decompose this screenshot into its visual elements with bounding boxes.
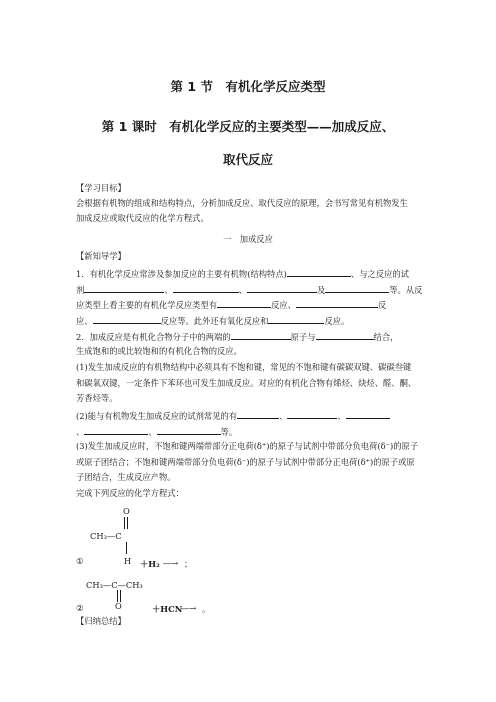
blank[interactable] bbox=[237, 409, 279, 419]
eq2-reagent: ＋HCN bbox=[152, 604, 183, 614]
blank[interactable] bbox=[84, 283, 164, 293]
goals-line-2: 加成反应或取代反应的化学方程式。 bbox=[76, 213, 209, 223]
blank[interactable] bbox=[287, 267, 351, 277]
eq1-double-bond bbox=[124, 517, 125, 529]
blank[interactable] bbox=[84, 425, 148, 435]
eq1-number: ① bbox=[76, 556, 84, 566]
blank[interactable] bbox=[173, 283, 239, 293]
blank[interactable] bbox=[231, 330, 291, 340]
eq1-single-bond bbox=[126, 542, 127, 554]
p5-line-3: 子团结合，生成反应产物。 bbox=[76, 472, 176, 482]
blank[interactable] bbox=[247, 283, 317, 293]
blank[interactable] bbox=[316, 330, 374, 340]
section-title: 第 1 节 有机化学反应类型 bbox=[170, 79, 326, 94]
eq1-ch3-c: CH₃—C bbox=[90, 531, 122, 541]
summary-heading: 【归纳总结】 bbox=[76, 616, 126, 626]
p2-line-2: 生成饱和的或比较饱和的有机化合物的反应。 bbox=[76, 346, 242, 356]
lesson-title-line2: 取代反应 bbox=[222, 152, 273, 167]
exercise-prompt: 完成下列反应的化学方程式： bbox=[76, 488, 184, 498]
eq1-double-bond bbox=[127, 517, 128, 529]
p4-line-2: 、 、 等。 bbox=[76, 427, 238, 437]
eq1-end: ； bbox=[184, 559, 193, 569]
eq2-number: ② bbox=[76, 603, 84, 613]
p4-line-1: (2)能与有机物发生加成反应的试剂常见的有 、 、 bbox=[76, 409, 390, 422]
eq1-oxygen: O bbox=[123, 506, 130, 516]
blank[interactable] bbox=[268, 314, 324, 324]
eq2-oxygen: O bbox=[115, 601, 122, 611]
blank[interactable] bbox=[157, 425, 221, 435]
eq2-end: 。 bbox=[202, 604, 211, 614]
p1-line-1: 1．有机化学反应常涉及参加反应的主要有机物(结构特点) 、与之反应的试 bbox=[76, 269, 409, 279]
p1-line-3: 应类型上看主要的有机化学反应类型有 反应、 反 bbox=[76, 300, 387, 310]
p1-line-2: 剂 、 、 及 等。从反 bbox=[76, 285, 423, 295]
eq1-hydrogen: H bbox=[124, 556, 132, 566]
eq2-chain: CH₃—C—CH₃ bbox=[86, 580, 143, 590]
p5-line-1: (3)发生加成反应时，不饱和键两端带部分正电荷(δ⁺)的原子与试剂中带部分负电荷(δ⁻)的原子 bbox=[76, 441, 419, 451]
eq1-arrow: ―→ bbox=[163, 558, 179, 568]
section-addition-reaction: 一 加成反应 bbox=[223, 234, 273, 244]
p3-line-2: 和碳氧双键，一定条件下苯环也可发生加成反应。对应的有机化合物有烯烃、炔烃、醛、酮、 bbox=[76, 378, 417, 388]
blank[interactable] bbox=[287, 409, 337, 419]
blank[interactable] bbox=[217, 298, 271, 308]
goals-heading: 【学习目标】 bbox=[76, 183, 126, 193]
eq2-arrow: ―→ bbox=[181, 603, 197, 613]
p3-line-3: 芳香烃等。 bbox=[76, 393, 118, 403]
p1-line-4: 应、 反应等。此外还有氧化反应和 反应。 bbox=[76, 316, 350, 326]
blank[interactable] bbox=[296, 298, 378, 308]
blank[interactable] bbox=[325, 283, 389, 293]
goals-line-1: 会根据有机物的组成和结构特点，分析加成反应、取代反应的原理，会书写常见有机物发生 bbox=[76, 198, 408, 208]
preview-heading: 【新知导学】 bbox=[76, 251, 126, 261]
p5-line-2: 或原子团结合；不饱和键两端带部分负电荷(δ⁻)的原子与试剂中带部分正电荷(δ⁺)的原子或原 bbox=[76, 457, 415, 467]
eq1-reagent: ＋H₂ bbox=[140, 559, 160, 569]
p2-line-1: 2．加成反应是有机化合物分子中的两端的 原子与 结合， bbox=[76, 332, 399, 342]
blank[interactable] bbox=[346, 409, 390, 419]
blank[interactable] bbox=[93, 314, 161, 324]
p3-line-1: (1)发生加成反应的有机物结构中必须具有不饱和键，常见的不饱和键有碳碳双键、碳碳叁键 bbox=[76, 362, 412, 372]
lesson-title-line1: 第 1 课时 有机化学反应的主要类型——加成反应、 bbox=[101, 119, 395, 134]
